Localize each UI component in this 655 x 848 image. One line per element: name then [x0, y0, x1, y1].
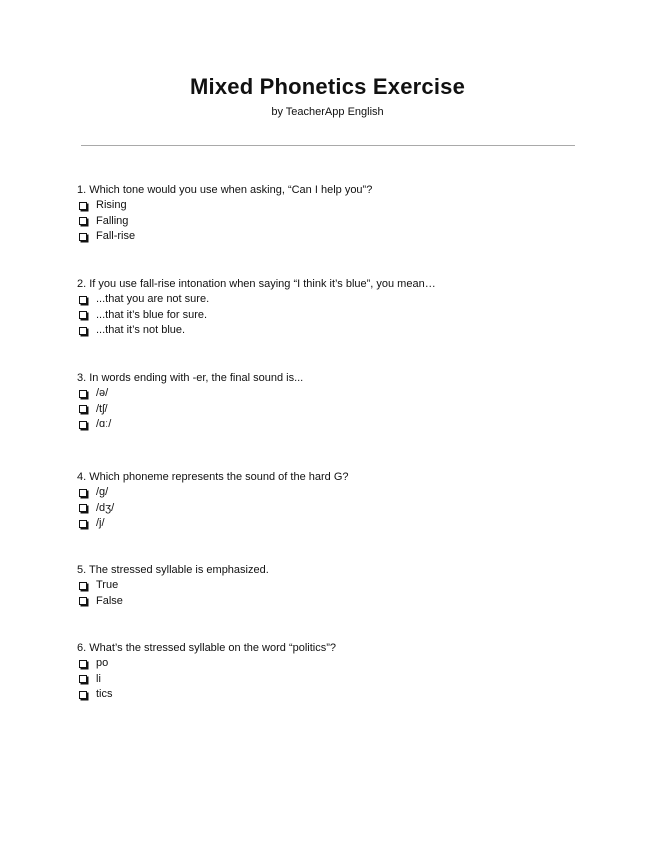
checkbox-icon[interactable] — [79, 202, 87, 210]
checkbox-icon[interactable] — [79, 390, 87, 398]
checkbox-icon[interactable] — [79, 504, 87, 512]
option-label: Rising — [96, 199, 127, 212]
question-4 — [77, 469, 597, 532]
question-3 — [77, 370, 597, 433]
option-false[interactable] — [77, 594, 597, 610]
option-label: /tʃ/ — [96, 402, 108, 415]
option-label: /g/ — [96, 486, 109, 499]
option-label: po — [96, 657, 109, 670]
option-label: Falling — [96, 214, 129, 227]
question-text: 4. Which phoneme represents the sound of the hard G? — [77, 471, 349, 483]
option-not-blue[interactable] — [77, 323, 597, 339]
checkbox-icon[interactable] — [79, 489, 87, 497]
option-tics[interactable] — [77, 687, 597, 703]
page-title: Mixed Phonetics Exercise — [189, 74, 466, 99]
option-label: ...that it’s blue for sure. — [96, 308, 208, 321]
option-true[interactable] — [77, 578, 597, 594]
option-label: Fall-rise — [96, 230, 136, 243]
option-label: /j/ — [96, 517, 105, 530]
option-j[interactable] — [77, 516, 597, 532]
option-label: ...that it’s not blue. — [96, 324, 186, 337]
option-tsh[interactable] — [77, 402, 597, 418]
question-1 — [77, 182, 597, 245]
option-po[interactable] — [77, 656, 597, 672]
checkbox-icon[interactable] — [79, 597, 87, 605]
option-falling[interactable] — [77, 214, 597, 230]
checkbox-icon[interactable] — [79, 327, 87, 335]
question-2 — [77, 276, 597, 339]
question-text: 6. What’s the stressed syllable on the word “politics”? — [77, 642, 337, 654]
option-label: li — [96, 672, 101, 685]
question-text: 2. If you use fall-rise intonation when saying “I think it’s blue”, you mean… — [77, 278, 436, 290]
checkbox-icon[interactable] — [79, 421, 87, 429]
question-text: 5. The stressed syllable is emphasized. — [77, 564, 269, 576]
option-blue-for-sure[interactable] — [77, 308, 597, 324]
option-not-sure[interactable] — [77, 292, 597, 308]
checkbox-icon[interactable] — [79, 691, 87, 699]
option-schwa[interactable] — [77, 386, 597, 402]
question-6 — [77, 640, 597, 703]
option-fall-rise[interactable] — [77, 229, 597, 245]
option-label: /ɑː/ — [96, 418, 112, 431]
question-text: 1. Which tone would you use when asking, “Can I help you”? — [77, 184, 373, 196]
checkbox-icon[interactable] — [79, 233, 87, 241]
checkbox-icon[interactable] — [79, 660, 87, 668]
checkbox-icon[interactable] — [79, 217, 87, 225]
option-li[interactable] — [77, 672, 597, 688]
option-label: /ə/ — [96, 387, 109, 400]
option-label: False — [96, 594, 123, 607]
checkbox-icon[interactable] — [79, 296, 87, 304]
option-rising[interactable] — [77, 198, 597, 214]
option-label: tics — [96, 688, 113, 701]
question-5 — [77, 562, 597, 609]
option-label: True — [96, 579, 119, 592]
option-g[interactable] — [77, 485, 597, 501]
option-dzh[interactable] — [77, 501, 597, 517]
checkbox-icon[interactable] — [79, 520, 87, 528]
option-long-a[interactable] — [77, 417, 597, 433]
title-divider — [81, 145, 575, 146]
checkbox-icon[interactable] — [79, 405, 87, 413]
checkbox-icon[interactable] — [79, 675, 87, 683]
option-label: /dʒ/ — [96, 501, 115, 514]
checkbox-icon[interactable] — [79, 311, 87, 319]
page-subtitle: by TeacherApp English — [271, 106, 384, 118]
question-text: 3. In words ending with -er, the final sound is... — [77, 372, 304, 384]
option-label: ...that you are not sure. — [96, 293, 210, 306]
checkbox-icon[interactable] — [79, 582, 87, 590]
